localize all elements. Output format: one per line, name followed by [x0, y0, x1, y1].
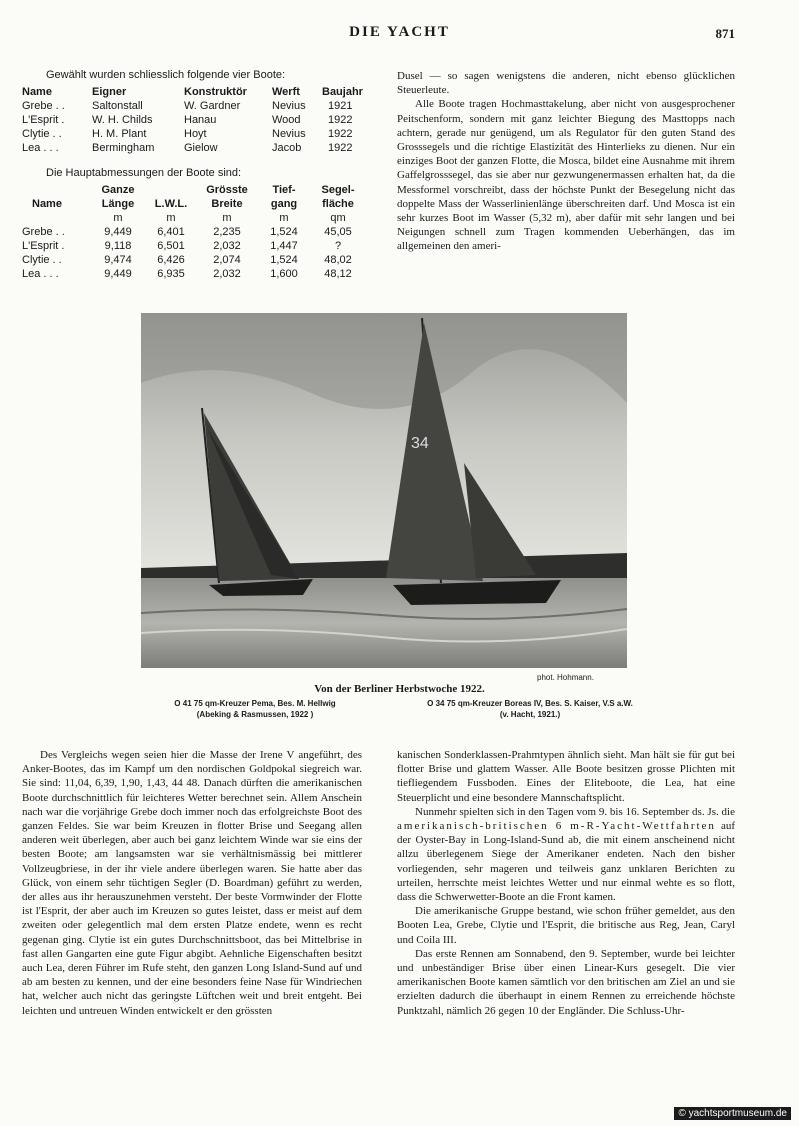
cell: 9,118 — [104, 240, 132, 253]
paragraph: kanischen Sonderklassen-Prahmtypen ähnlich sieht. Man hält sie für gut bei flotter Brise und glattem Wasser. Alle Boote besitzen grosse Plichten mit tiefliegendem Fussboden. Eines der Eliteboote, die Lea, hat eine Steuerplicht und eine besondere Mannschaftsplicht. — [397, 749, 735, 804]
cell: Clytie . . — [22, 254, 62, 267]
boats-table — [22, 85, 382, 155]
right-boat-caption — [385, 698, 675, 720]
cell: 1,600 — [270, 268, 298, 281]
cell: 1922 — [328, 114, 353, 127]
dims-header-row-2 — [22, 197, 366, 211]
cell: Saltonstall — [92, 100, 143, 112]
cell: Lea . . . — [22, 268, 59, 281]
regatta-photo — [141, 313, 627, 668]
dims-h2: Name — [32, 198, 62, 210]
cell: Gielow — [184, 142, 218, 155]
cell: 1,524 — [270, 226, 298, 239]
cell: 1,447 — [270, 240, 298, 253]
cell: W. H. Childs — [92, 114, 153, 127]
dims-units-row — [22, 211, 366, 225]
cell: 1,524 — [270, 254, 298, 267]
table-row — [22, 239, 366, 253]
table-row — [22, 225, 366, 239]
cell: 1922 — [328, 142, 353, 155]
unit: m — [166, 212, 176, 224]
caption-line: (v. Hacht, 1921.) — [499, 710, 561, 719]
left-column-bottom — [22, 748, 362, 1018]
cell: 9,474 — [104, 254, 132, 267]
photo-caption: Von der Berliner Herbstwoche 1922. — [314, 683, 485, 695]
right-column-top — [397, 69, 735, 254]
dims-h1: Grösste — [206, 184, 248, 196]
cell: Bermingham — [92, 142, 155, 155]
text-run: auf der Oyster-Bay in Long-Island-Sund ab, die mit einem anscheinend nicht allzu überlegenem Siege der Amerikaner endeten. Nach den bisher vorliegenden, sehr mageren und teilweis ganz unklaren Berichten zu urteilen, herrschte meist leichtes Wetter und nur einmal wehte es so flott, dass die Schwerwetter-Boote an die Front kamen. — [397, 820, 736, 904]
dims-h2: gang — [270, 198, 298, 210]
cell: 6,426 — [157, 254, 185, 267]
cell: Clytie . . — [22, 128, 62, 141]
dims-h2: Länge — [101, 198, 135, 210]
watermark: © yachtsportmuseum.de — [674, 1107, 791, 1120]
cell: Wood — [272, 114, 301, 127]
dims-h2: L.W.L. — [154, 198, 188, 210]
cell: 1922 — [328, 128, 353, 141]
caption-line: O 34 75 qm-Kreuzer Boreas IV, Bes. S. Kaiser, V.S a.W. — [427, 699, 633, 708]
dims-header-row-1 — [22, 183, 366, 197]
cell: 48,12 — [324, 268, 352, 281]
dimensions-table — [22, 183, 366, 281]
cell: Hoyt — [184, 128, 207, 141]
cell: 1921 — [328, 100, 353, 112]
dims-h1: Ganze — [101, 184, 135, 196]
cell: 2,235 — [213, 226, 241, 239]
cell: L'Esprit . — [22, 114, 65, 127]
cell: 2,032 — [213, 268, 241, 281]
boats-header-designer: Konstruktör — [184, 86, 247, 98]
boats-header-year: Baujahr — [322, 86, 363, 98]
text-run: Nunmehr spielten sich in den Tagen vom 9. bis 16. September ds. Js. die — [415, 805, 735, 818]
cell: Grebe . . — [22, 226, 65, 239]
caption-line: O 41 75 qm-Kreuzer Pema, Bes. M. Hellwig — [174, 699, 336, 708]
left-boat-caption — [130, 698, 380, 720]
boats-table-header — [22, 85, 382, 99]
dims-h1: Tief- — [272, 184, 296, 196]
table-row — [22, 127, 382, 141]
paragraph: Die amerikanische Gruppe bestand, wie schon früher gemeldet, aus den Booten Lea, Grebe, Clytie und l'Esprit, die britische aus Reg, Jean, Caryl und Coila III. — [397, 905, 735, 946]
cell: 6,501 — [157, 240, 185, 253]
cell: 6,401 — [157, 226, 185, 239]
table-row — [22, 253, 366, 267]
unit — [22, 211, 90, 225]
table-row — [22, 267, 366, 281]
boats-header-owner: Eigner — [92, 86, 127, 98]
table-row — [22, 141, 382, 155]
paragraph: Das erste Rennen am Sonnabend, den 9. September, wurde bei leichter und unbeständiger Brise über einen Linear-Kurs gesegelt. Die vier amerikanischen Boote kamen sämtlich vor den britischen am Ziel an und sie erzielten dadurch die überhaupt in einem Rennen zu erreichende höchste Punktzahl, nämlich 26 gegen 10 der Engländer. Die Schluss-Uhr- — [397, 947, 735, 1017]
cell: 9,449 — [104, 226, 132, 239]
cell: L'Esprit . — [22, 240, 65, 253]
emphasized-title: amerikanisch-britischen 6 m-R-Yacht-Wettfahrten — [397, 820, 716, 833]
unit: m — [279, 212, 289, 224]
cell: Jacob — [272, 142, 302, 155]
photo-credit: phot. Hohmann. — [537, 673, 594, 682]
boats-header-yard: Werft — [272, 86, 300, 98]
paragraph — [397, 805, 735, 904]
page-number: 871 — [715, 26, 735, 41]
cell: Nevius — [272, 100, 306, 112]
unit: m — [222, 212, 232, 224]
page-header-title: DIE YACHT — [349, 24, 450, 40]
caption-line: (Abeking & Rasmussen, 1922 ) — [196, 710, 314, 719]
cell: W. Gardner — [184, 100, 241, 112]
paragraph: Alle Boote tragen Hochmasttakelung, aber nicht von ausgesprochener Peitschenform, sondern mit ganz leichter Biegung des Masttopps nach achtern, gerade nur genügend, um als Regulator für den guten Stand des Grosssegels und die richtige Elastizität des Hinterlieks zu dienen. Nur ein einziges Boot der ganzen Flotte, die Mosca, bildet eine Ausnahme mit ihrem Gaffelgrosssegel, das sie aber nur gezwungenermassen erhalten hat, da die Messformel vorschreibt, dass der höchste Punkt der Besegelung nicht das doppelte Mass der Wasserlinienlänge überschreiten darf. Und Mosca ist ein sehr kurzes Boot im Wasser (5,32 m), aber dafür mit sehr langen und bei Neigungen schnell zum Tragen kommenden Ueberhängen, das im allgemeinen den ameri- — [397, 98, 735, 253]
boats-header-name: Name — [22, 86, 52, 98]
unit: m — [113, 212, 123, 224]
dims-intro: Die Hauptabmessungen der Boote sind: — [46, 167, 242, 179]
cell: 2,074 — [213, 254, 241, 267]
unit: qm — [330, 212, 346, 224]
table-row — [22, 113, 382, 127]
cell: 6,935 — [157, 268, 185, 281]
cell: Hanau — [184, 114, 217, 127]
cell: Grebe . . — [22, 100, 65, 112]
cell: H. M. Plant — [92, 128, 147, 141]
paragraph: Dusel — so sagen wenigstens die anderen, nicht ebenso glücklichen Steuerleute. — [397, 70, 735, 97]
cell: 9,449 — [104, 268, 132, 281]
sailboats-illustration — [141, 313, 627, 668]
dims-h1: Segel- — [321, 184, 355, 196]
sail-number: 34 — [411, 435, 429, 452]
cell: ? — [334, 240, 342, 253]
dims-h1 — [22, 183, 90, 197]
cell: 48,02 — [324, 254, 352, 267]
right-column-bottom — [397, 748, 735, 1018]
dims-h2: Breite — [211, 198, 243, 210]
boats-intro: Gewählt wurden schliesslich folgende vier Boote: — [46, 69, 286, 81]
paragraph: Des Vergleichs wegen seien hier die Masse der Irene V angeführt, des Anker-Bootes, das im Kampf um den nordischen Goldpokal siegreich war. Sie sind: 11,04, 6,39, 1,90, 1,43, 44 48. Danach dürften die amerikanischen Boote durchschnittlich für leichteres Wetter berechnet sein. Allem Anschein nach war die vorjährige Grebe doch immer noch das erfolgreichste Boot des ganzen Feldes. Sie war beim Kreuzen in flotter Brise und Seegang allen anderen weit überlegen, aber auch bei ganz leichtem Winde war sie eins der besten Boote; am langsamsten war sie verhältnismässig bei mittlerer Vollzeugbriese, in der ihr viele andere überlegen waren. Sie hatte aber das Glück, von einem sehr tüchtigen Segler (D. Boardman) geführt zu werden, der alles aus ihr herauszunehmen versteht. Der beste Vormwinder der Flotte ist l'Esprit, der aber auch im Kreuzen so gutes leistet, dass er meist auf dem zweiten oder gelegentlich mal dem ersten Platze endete, wenn es recht gegenan ging. Clytie ist ein gutes Durchschnittsboot, das bei Mittelbrise in fast allen Gangarten eine gute Figur abgibt. Aehnliche Eigenschaften besitzt auch Lea, deren Führer im Rufe steht, den ganzen Long Island-Sund auf und ab am besten zu kennen, und der eine besonders feine Nase für Windriechen hat, welcher auch nicht das geringste Lüftchen weit und breit entgeht. Bei leichten und untreuen Winden entwickelt er den grössten — [22, 749, 362, 1017]
dims-h2: fläche — [322, 198, 354, 210]
cell: 45,05 — [324, 226, 352, 239]
table-row — [22, 99, 382, 113]
dims-h1 — [146, 183, 196, 197]
cell: 2,032 — [213, 240, 241, 253]
cell: Lea . . . — [22, 142, 59, 155]
cell: Nevius — [272, 128, 306, 141]
